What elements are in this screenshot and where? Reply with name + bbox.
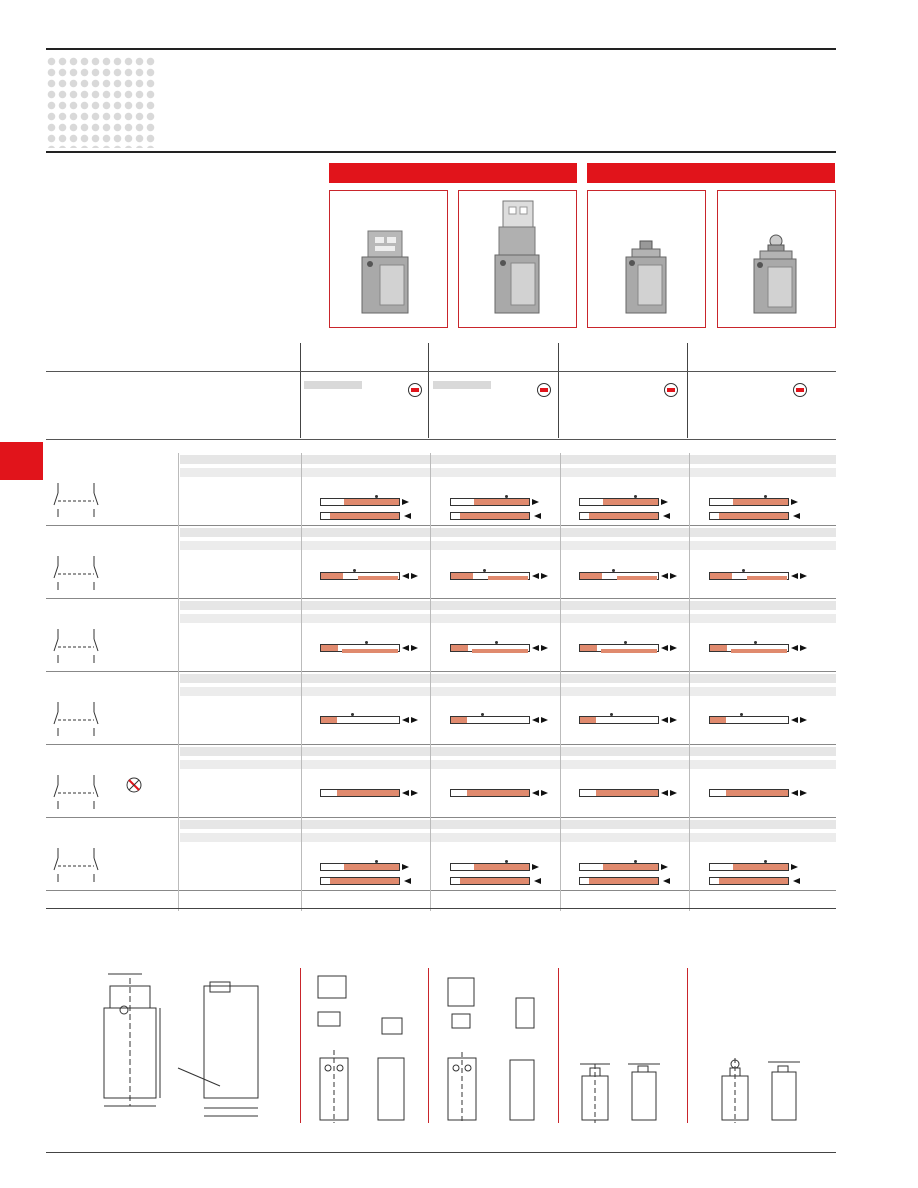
arrow-right-icon xyxy=(661,499,668,505)
travel-bar-fill xyxy=(710,717,726,723)
arrow-left-icon xyxy=(532,717,539,723)
arrow-right-icon xyxy=(411,717,418,723)
travel-bar-fill xyxy=(731,649,787,653)
row-header-band xyxy=(180,674,836,683)
arrow-left-icon xyxy=(534,513,541,519)
travel-bar-fill xyxy=(342,649,398,653)
travel-bar xyxy=(450,512,530,520)
travel-bar xyxy=(709,877,789,885)
arrow-left-icon xyxy=(791,717,798,723)
row-divider xyxy=(46,671,836,672)
arrow-left-icon xyxy=(402,790,409,796)
travel-bar-fill xyxy=(603,864,658,870)
roller-plunger-switch-image xyxy=(718,191,835,327)
arrow-right-icon xyxy=(791,499,798,505)
arrow-left-icon xyxy=(661,717,668,723)
column-separator xyxy=(301,453,302,911)
column-separator xyxy=(689,453,690,911)
travel-bar xyxy=(320,498,400,506)
arrow-right-icon xyxy=(800,573,807,579)
travel-bar-fill xyxy=(710,573,732,579)
travel-bar xyxy=(579,716,659,724)
row-subheader-band xyxy=(180,833,836,842)
column-separator xyxy=(178,453,179,911)
arrow-right-icon xyxy=(411,573,418,579)
travel-bar xyxy=(320,877,400,885)
travel-bar-fill xyxy=(733,864,788,870)
arrow-right-icon xyxy=(670,790,677,796)
column-separator xyxy=(300,343,301,438)
travel-marker xyxy=(353,569,356,572)
row-header-band xyxy=(180,747,836,756)
arrow-right-icon xyxy=(800,717,807,723)
column-separator xyxy=(428,343,429,438)
halftone-logo-pattern xyxy=(46,56,156,148)
contact-symbol-icon xyxy=(52,483,112,517)
footer-rule xyxy=(46,1152,836,1153)
arrow-right-icon xyxy=(532,864,539,870)
travel-bar xyxy=(579,512,659,520)
travel-bar-fill xyxy=(747,576,787,580)
article-number-placeholder xyxy=(304,381,362,389)
arrow-left-icon xyxy=(663,878,670,884)
arrow-right-icon xyxy=(411,645,418,651)
contact-symbol-icon xyxy=(52,848,112,882)
travel-marker xyxy=(742,569,745,572)
travel-bar xyxy=(579,498,659,506)
travel-bar-fill xyxy=(460,513,529,519)
table-bottom-rule xyxy=(46,908,836,909)
arrow-left-icon xyxy=(532,573,539,579)
travel-bar-fill xyxy=(603,499,658,505)
column-separator xyxy=(560,453,561,911)
travel-bar xyxy=(450,716,530,724)
travel-bar-fill xyxy=(710,645,727,651)
arrow-right-icon xyxy=(541,790,548,796)
category-bar-position-switches xyxy=(587,163,835,183)
travel-bar xyxy=(450,877,530,885)
travel-bar xyxy=(450,789,530,797)
positive-opening-icon xyxy=(126,777,142,793)
arrow-left-icon xyxy=(404,878,411,884)
contact-symbol-icon xyxy=(52,629,112,663)
article-number-placeholder xyxy=(433,381,491,389)
arrow-left-icon xyxy=(791,645,798,651)
column-separator xyxy=(430,453,431,911)
arrow-right-icon xyxy=(541,717,548,723)
contact-symbol-icon xyxy=(52,702,112,736)
row-divider xyxy=(46,598,836,599)
arrow-right-icon xyxy=(800,645,807,651)
info-arrow-icon[interactable] xyxy=(408,383,422,397)
drawing-separator xyxy=(300,968,301,1123)
row-divider xyxy=(46,817,836,818)
info-arrow-icon[interactable] xyxy=(664,383,678,397)
travel-bar xyxy=(320,789,400,797)
travel-bar-fill xyxy=(358,576,398,580)
travel-bar xyxy=(579,789,659,797)
arrow-left-icon xyxy=(532,645,539,651)
row-divider xyxy=(46,890,836,891)
product-card-3[interactable] xyxy=(587,190,706,328)
arrow-right-icon xyxy=(402,864,409,870)
row-subheader-band xyxy=(180,760,836,769)
arrow-right-icon xyxy=(661,864,668,870)
travel-bar-fill xyxy=(337,790,399,796)
travel-bar xyxy=(709,512,789,520)
arrow-left-icon xyxy=(661,573,668,579)
travel-bar-fill xyxy=(596,790,658,796)
travel-bar-fill xyxy=(719,878,788,884)
arrow-left-icon xyxy=(791,573,798,579)
product-card-1[interactable] xyxy=(329,190,448,328)
travel-bar xyxy=(709,789,789,797)
top-rule xyxy=(46,48,836,50)
travel-bar-fill xyxy=(321,717,337,723)
travel-bar xyxy=(320,863,400,871)
info-arrow-icon[interactable] xyxy=(793,383,807,397)
arrow-right-icon xyxy=(670,645,677,651)
travel-bar-fill xyxy=(474,864,529,870)
travel-bar-fill xyxy=(344,499,399,505)
travel-bar-fill xyxy=(330,513,399,519)
travel-bar-fill xyxy=(330,878,399,884)
travel-bar-fill xyxy=(344,864,399,870)
arrow-left-icon xyxy=(661,645,668,651)
travel-bar-fill xyxy=(580,717,596,723)
arrow-left-icon xyxy=(402,645,409,651)
travel-bar xyxy=(450,863,530,871)
column-separator xyxy=(687,343,688,438)
dimension-drawing-base xyxy=(80,968,280,1128)
drawing-separator xyxy=(558,968,559,1123)
arrow-left-icon xyxy=(661,790,668,796)
travel-bar-fill xyxy=(474,499,529,505)
travel-marker xyxy=(612,569,615,572)
travel-bar-fill xyxy=(601,649,657,653)
row-subheader-band xyxy=(180,687,836,696)
table-rule xyxy=(46,439,836,440)
travel-bar-fill xyxy=(321,645,338,651)
arrow-right-icon xyxy=(800,790,807,796)
arrow-right-icon xyxy=(791,864,798,870)
row-subheader-band xyxy=(180,468,836,477)
row-subheader-band xyxy=(180,614,836,623)
contact-symbol-icon xyxy=(52,775,112,809)
arrow-left-icon xyxy=(402,717,409,723)
arrow-left-icon xyxy=(793,878,800,884)
product-card-4[interactable] xyxy=(717,190,836,328)
travel-bar-fill xyxy=(589,878,658,884)
arrow-right-icon xyxy=(402,499,409,505)
travel-bar xyxy=(320,512,400,520)
travel-bar-fill xyxy=(451,573,473,579)
row-header-band xyxy=(180,820,836,829)
travel-bar xyxy=(709,716,789,724)
row-header-band xyxy=(180,455,836,464)
travel-bar xyxy=(709,498,789,506)
switch-with-key-image xyxy=(330,191,447,327)
dimension-drawing-roller xyxy=(696,968,806,1128)
dimension-drawing-plunger xyxy=(566,968,676,1128)
travel-bar-fill xyxy=(580,645,597,651)
section-tab xyxy=(0,442,43,480)
contact-symbol-icon xyxy=(52,556,112,590)
arrow-right-icon xyxy=(541,645,548,651)
header-rule xyxy=(46,151,836,153)
travel-marker xyxy=(483,569,486,572)
arrow-right-icon xyxy=(541,573,548,579)
drawing-separator xyxy=(428,968,429,1123)
row-header-band xyxy=(180,528,836,537)
switch-with-actuator-key-image xyxy=(459,191,576,327)
dimension-drawing-key-switch-1 xyxy=(310,968,420,1128)
arrow-left-icon xyxy=(663,513,670,519)
travel-bar-fill xyxy=(589,513,658,519)
travel-bar xyxy=(450,498,530,506)
arrow-right-icon xyxy=(670,717,677,723)
product-card-2[interactable] xyxy=(458,190,577,328)
travel-bar-fill xyxy=(451,717,467,723)
plunger-switch-image xyxy=(588,191,705,327)
travel-bar xyxy=(579,877,659,885)
travel-bar xyxy=(709,863,789,871)
row-subheader-band xyxy=(180,541,836,550)
column-separator xyxy=(558,343,559,438)
row-divider xyxy=(46,744,836,745)
arrow-left-icon xyxy=(532,790,539,796)
drawing-separator xyxy=(687,968,688,1123)
arrow-left-icon xyxy=(402,573,409,579)
travel-bar-fill xyxy=(617,576,657,580)
table-rule xyxy=(46,371,836,372)
travel-bar-fill xyxy=(488,576,528,580)
category-bar-key-switches xyxy=(329,163,577,183)
arrow-left-icon xyxy=(791,790,798,796)
travel-bar-fill xyxy=(467,790,529,796)
travel-bar xyxy=(579,863,659,871)
arrow-right-icon xyxy=(532,499,539,505)
arrow-left-icon xyxy=(793,513,800,519)
info-arrow-icon[interactable] xyxy=(537,383,551,397)
travel-bar xyxy=(320,716,400,724)
travel-bar-fill xyxy=(460,878,529,884)
arrow-left-icon xyxy=(404,513,411,519)
arrow-left-icon xyxy=(534,878,541,884)
arrow-right-icon xyxy=(411,790,418,796)
row-divider xyxy=(46,525,836,526)
travel-bar-fill xyxy=(719,513,788,519)
travel-bar-fill xyxy=(733,499,788,505)
dimension-drawing-key-switch-2 xyxy=(438,968,548,1128)
arrow-right-icon xyxy=(670,573,677,579)
travel-bar-fill xyxy=(580,573,602,579)
row-header-band xyxy=(180,601,836,610)
travel-bar-fill xyxy=(321,573,343,579)
travel-bar-fill xyxy=(726,790,788,796)
travel-bar-fill xyxy=(451,645,468,651)
travel-bar-fill xyxy=(472,649,528,653)
